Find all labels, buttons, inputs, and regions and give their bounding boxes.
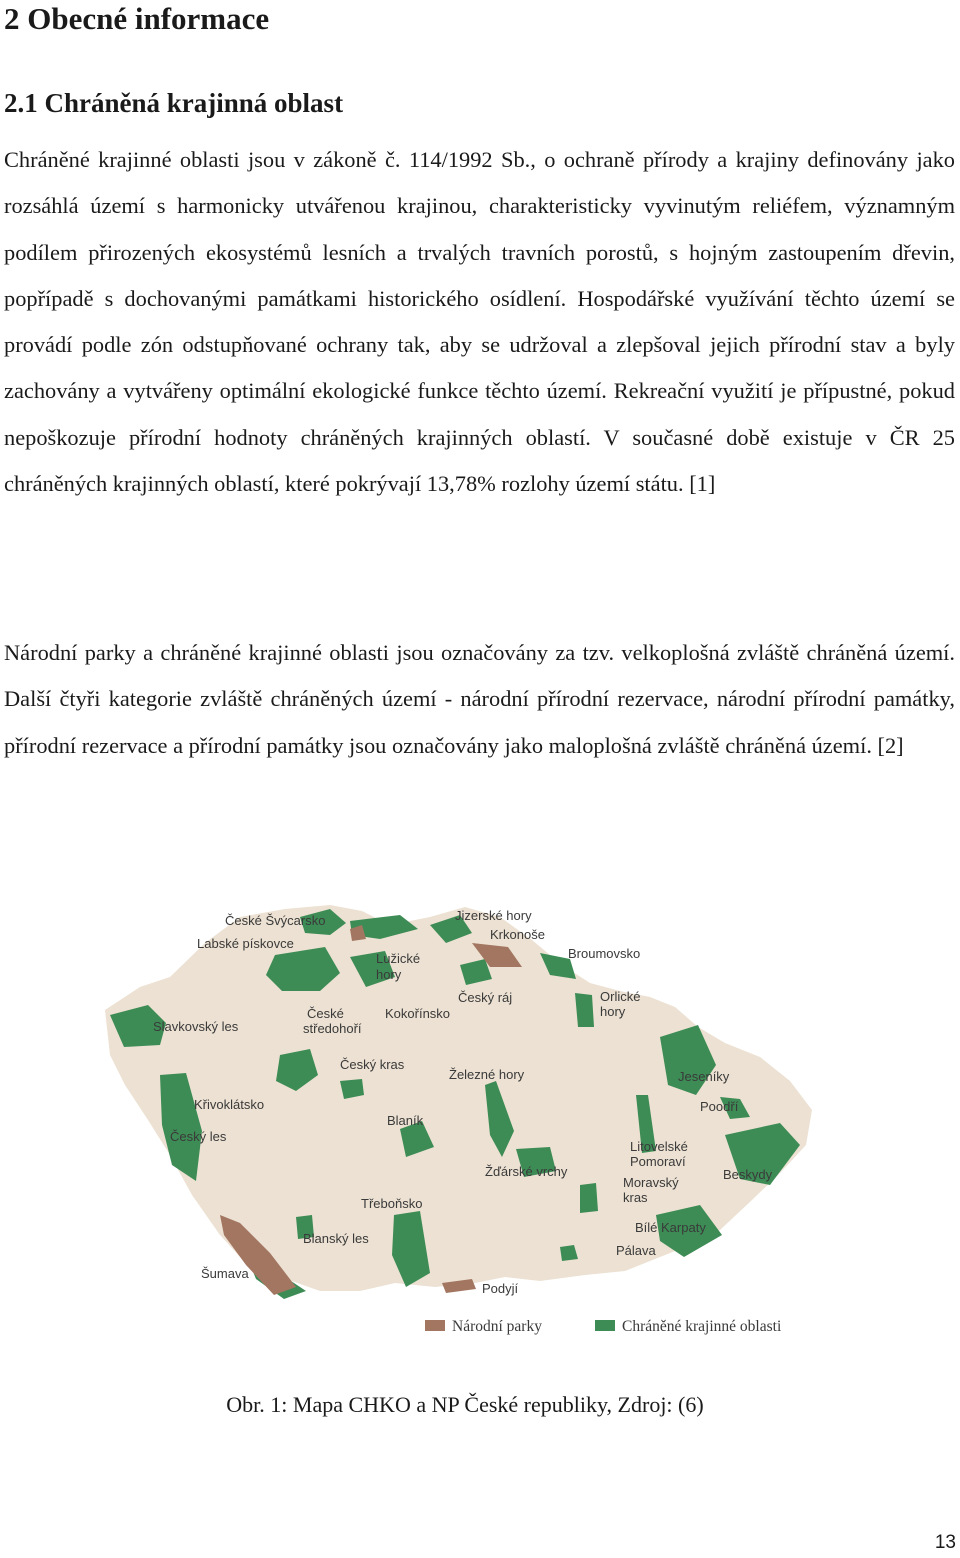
label-blansky-les: Blanský les	[303, 1231, 369, 1246]
map-legend	[425, 1318, 782, 1335]
label-cesky-les: Český les	[170, 1129, 227, 1144]
label-moravsky: Moravský	[623, 1175, 679, 1190]
paragraph-chko-definition: Chráněné krajinné oblasti jsou v zákoně č. 114/1992 Sb., o ochraně přírody a krajiny definovány jako rozsáhlá území s harmonicky utvářenou krajinou, charakteristicky vyvinutým reliéfem, významným podílem přirozených ekosystémů lesních a trvalých travních porostů, s hojným zastoupením dřevin, popřípadě s dochovanými památkami historického osídlení. Hospodářské využívání těchto území se provádí podle zón odstupňované ochrany tak, aby se udržoval a zlepšoval jejich přírodní stav a byly zachovány a vytvářeny optimální ekologické funkce těchto území. Rekreační využití je přípustné, pokud nepoškozuje přírodní hodnoty chráněných krajinných oblastí. V současné době existuje v ČR 25 chráněných krajinných oblastí, které pokrývají 13,78% rozlohy území státu. [1]	[4, 147, 955, 497]
paragraph-protected-areas: Národní parky a chráněné krajinné oblasti jsou označovány za tzv. velkoplošná zvláště chráněná území. Další čtyři kategorie zvláště chráněných území - národní přírodní rezervace, národní přírodní památky, přírodní rezervace a přírodní památky jsou označovány jako maloplošná zvláště chráněná území. [2]	[4, 640, 955, 758]
label-litovelske: Litovelské	[630, 1139, 688, 1154]
label-stredohori: středohoří	[303, 1021, 362, 1036]
label-zdarske-vrchy: Žďárské vrchy	[485, 1164, 568, 1179]
legend-chko-swatch	[595, 1320, 615, 1331]
czech-protected-areas-map	[100, 895, 820, 1345]
label-ceske-svycarsko: České Švýcarsko	[225, 913, 326, 928]
label-beskydy: Beskydy	[723, 1167, 773, 1182]
label-cesky-raj: Český ráj	[458, 990, 513, 1005]
label-orlicke: Orlické	[600, 989, 641, 1004]
label-slavkovsky-les: Slavkovský les	[153, 1019, 239, 1034]
label-bile-karpaty: Bílé Karpaty	[635, 1220, 706, 1235]
label-kokorinsko: Kokořínsko	[385, 1006, 451, 1021]
label-cesky-kras: Český kras	[340, 1057, 405, 1072]
label-podyji: Podyjí	[482, 1281, 519, 1296]
label-poodri: Poodří	[700, 1099, 739, 1114]
label-luzicke: Lužické	[376, 951, 421, 966]
label-broumovsko: Broumovsko	[568, 946, 641, 961]
label-pomoravi: Pomoraví	[630, 1154, 686, 1169]
label-jizerske-hory: Jizerské hory	[455, 908, 532, 923]
label-blanik: Blaník	[387, 1113, 424, 1128]
page-number: 13	[934, 1532, 956, 1553]
legend-chko-label: Chráněné krajinné oblasti	[622, 1318, 782, 1335]
chapter-heading: 2 Obecné informace	[4, 1, 270, 36]
label-krkonose: Krkonoše	[490, 927, 545, 942]
label-ceske: České	[307, 1006, 344, 1021]
chko-moravsky-kras	[580, 1183, 598, 1213]
label-krivoklatsko: Křivoklátsko	[194, 1097, 265, 1112]
label-palava: Pálava	[616, 1243, 656, 1258]
label-trebonsko: Třeboňsko	[361, 1196, 423, 1211]
label-zelezne-hory: Železné hory	[449, 1067, 525, 1082]
legend-np-swatch	[425, 1320, 445, 1331]
section-heading: 2.1 Chráněná krajinná oblast	[4, 88, 344, 118]
label-jeseniky: Jeseníky	[678, 1069, 730, 1084]
label-orlicke-hory: hory	[600, 1004, 626, 1019]
label-sumava: Šumava	[201, 1266, 249, 1281]
label-luzicke-hory: hory	[376, 967, 402, 982]
label-labske-piskovce: Labské pískovce	[197, 936, 294, 951]
legend-np-label: Národní parky	[452, 1318, 542, 1335]
figure-caption: Obr. 1: Mapa CHKO a NP České republiky, Zdroj: (6)	[226, 1392, 704, 1417]
chko-orlicke-hory	[575, 993, 594, 1027]
label-kras: kras	[623, 1190, 648, 1205]
